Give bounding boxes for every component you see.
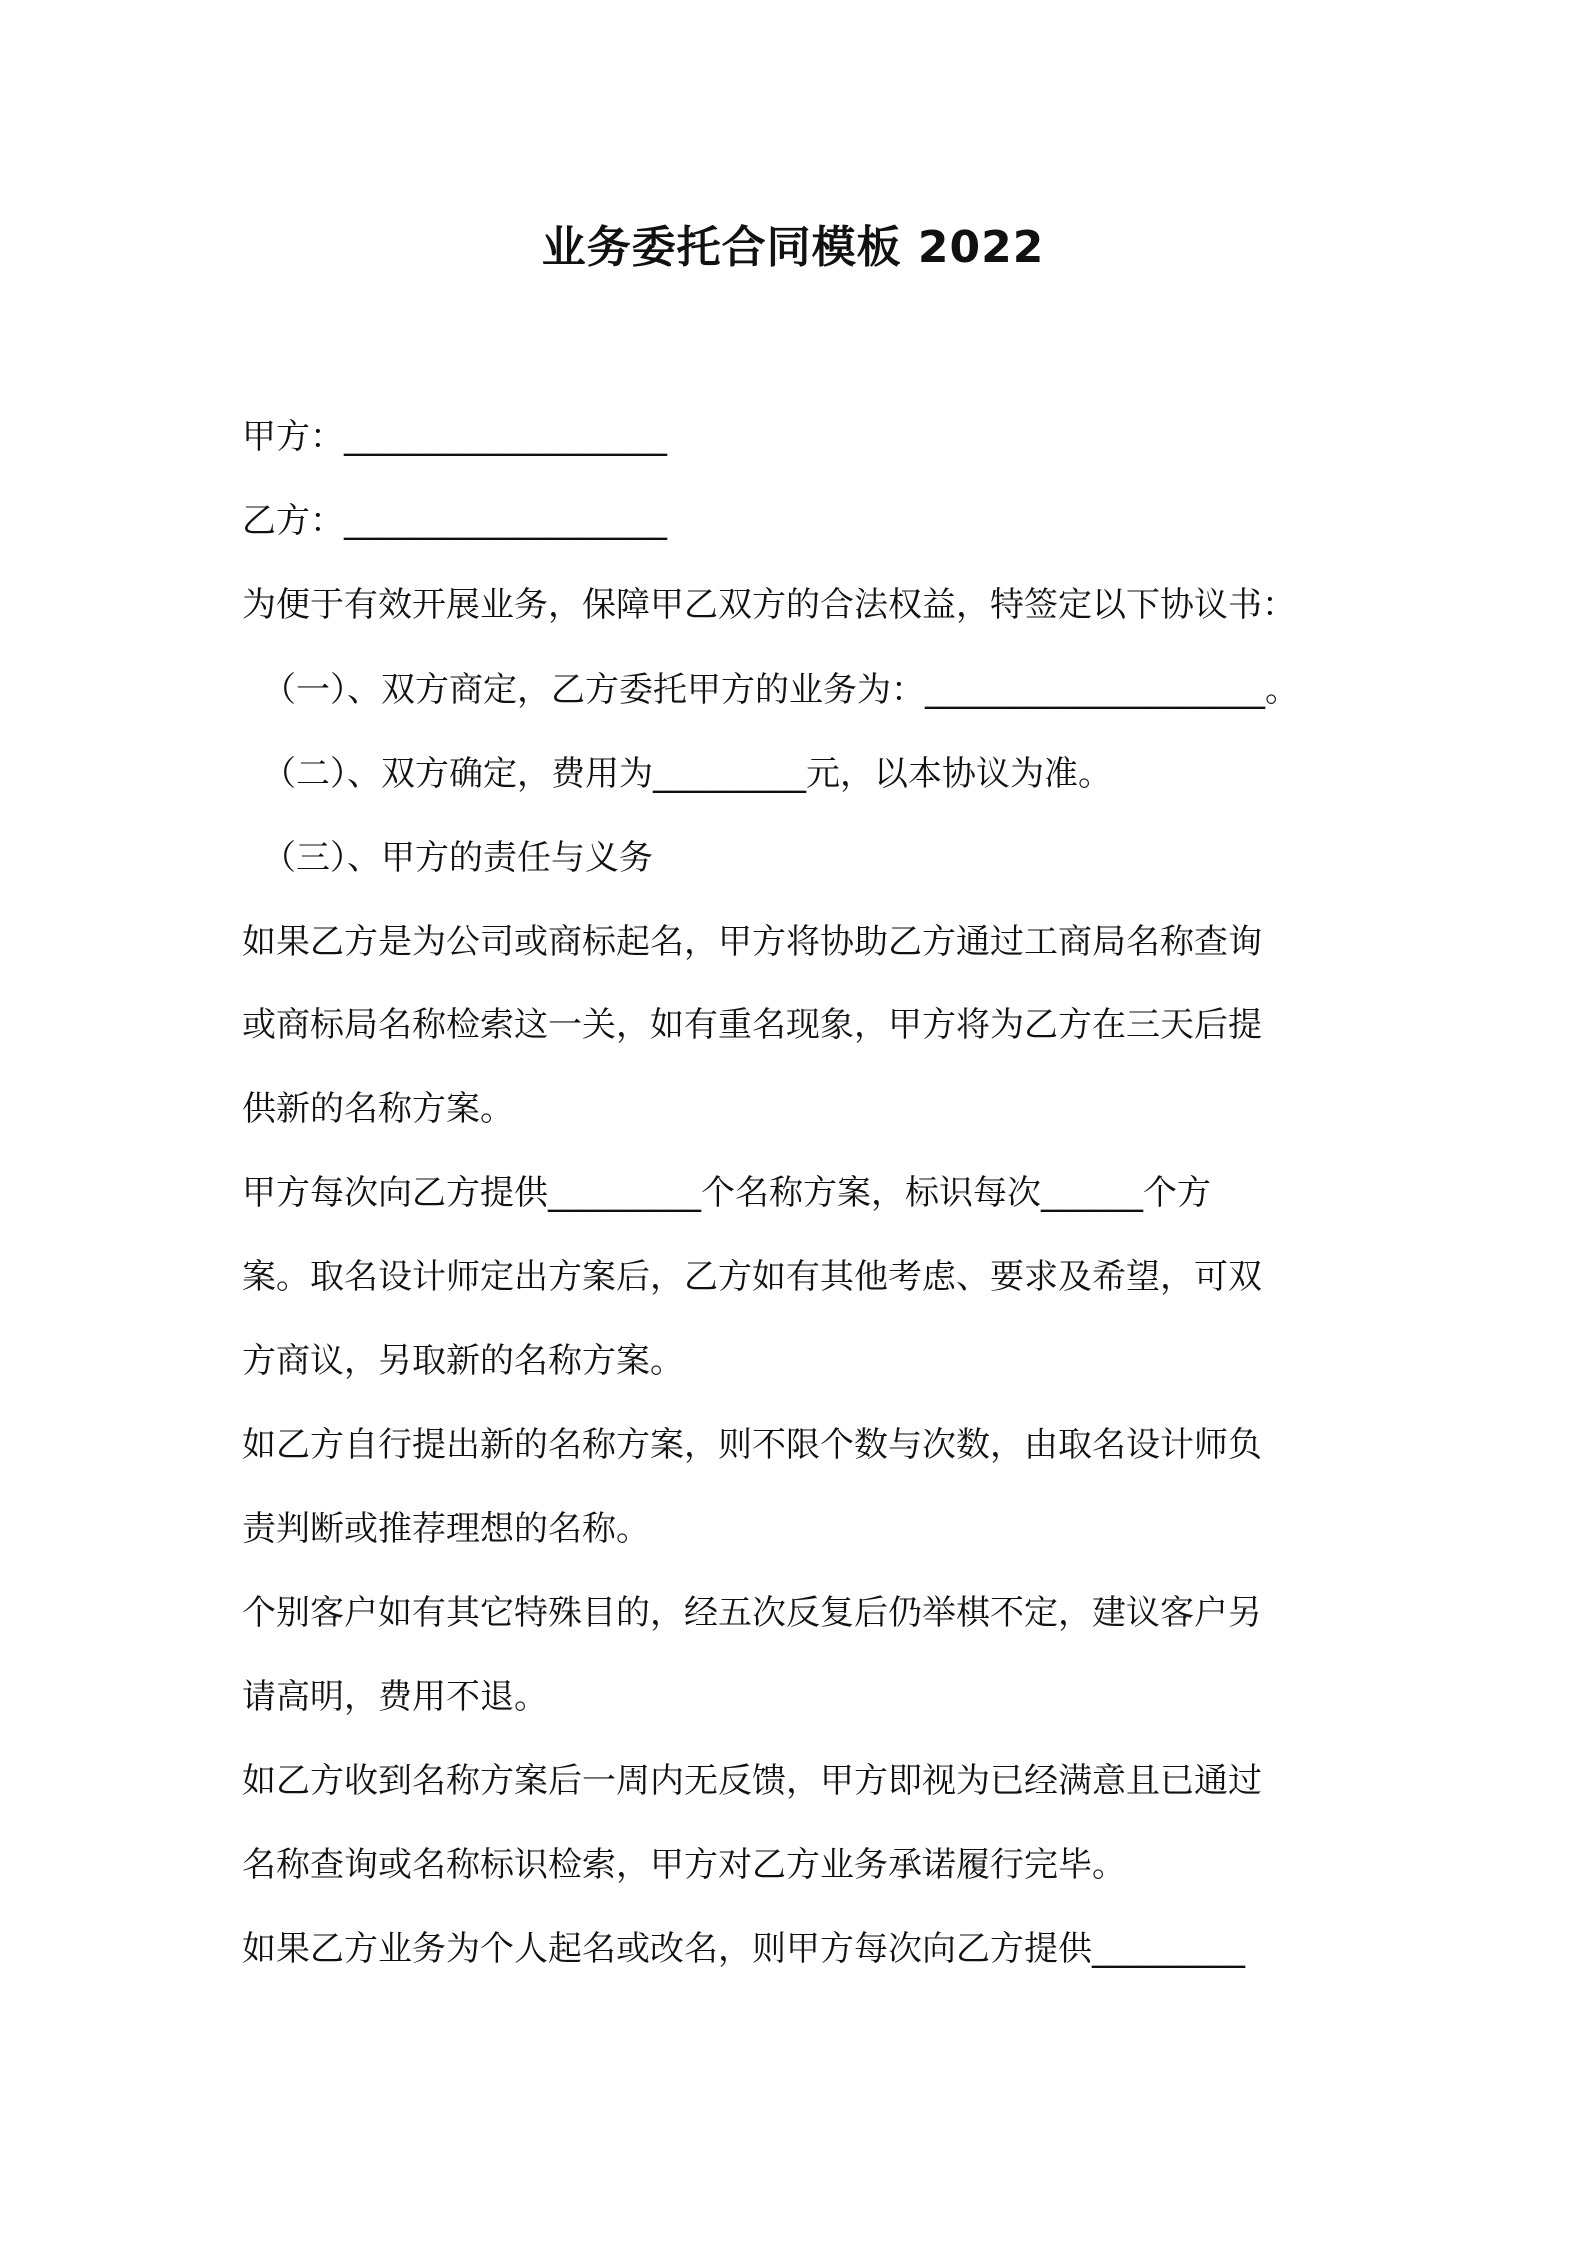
paragraph-line: 如果乙方是为公司或商标起名，甲方将协助乙方通过工商局名称查询 [242, 922, 1262, 962]
paragraph-line: 或商标局名称检索这一关，如有重名现象，甲方将为乙方在三天后提 [242, 1005, 1262, 1045]
clause-3-heading: （三）、甲方的责任与义务 [262, 838, 653, 878]
paragraph-line: 案。取名设计师定出方案后，乙方如有其他考虑、要求及希望，可双 [242, 1257, 1262, 1297]
paragraph-line: 个别客户如有其它特殊目的，经五次反复后仍举棋不定，建议客户另 [242, 1593, 1262, 1633]
paragraph-line: 名称查询或名称标识检索，甲方对乙方业务承诺履行完毕。 [242, 1845, 1126, 1885]
paragraph-line: 请高明，费用不退。 [242, 1677, 548, 1717]
paragraph-line: 责判断或推荐理想的名称。 [242, 1509, 650, 1549]
paragraph-line: 供新的名称方案。 [242, 1089, 514, 1129]
preamble-line: 为便于有效开展业务，保障甲乙双方的合法权益，特签定以下协议书： [242, 585, 1296, 625]
paragraph-line: 甲方每次向乙方提供_________个名称方案，标识每次______个方 [242, 1173, 1211, 1213]
paragraph-line: 如乙方自行提出新的名称方案，则不限个数与次数，由取名设计师负 [242, 1425, 1262, 1465]
party-b-line: 乙方：___________________ [242, 501, 667, 541]
paragraph-line: 如果乙方业务为个人起名或改名，则甲方每次向乙方提供_________ [242, 1929, 1245, 1969]
clause-2-line: （二）、双方确定，费用为_________元，以本协议为准。 [262, 754, 1112, 794]
party-a-line: 甲方：___________________ [242, 417, 667, 457]
paragraph-line: 方商议，另取新的名称方案。 [242, 1341, 684, 1381]
paragraph-line: 如乙方收到名称方案后一周内无反馈，甲方即视为已经满意且已通过 [242, 1761, 1262, 1801]
document-title: 业务委托合同模板 2022 [541, 222, 1045, 273]
clause-1-line: （一）、双方商定，乙方委托甲方的业务为：____________________。 [262, 670, 1299, 710]
